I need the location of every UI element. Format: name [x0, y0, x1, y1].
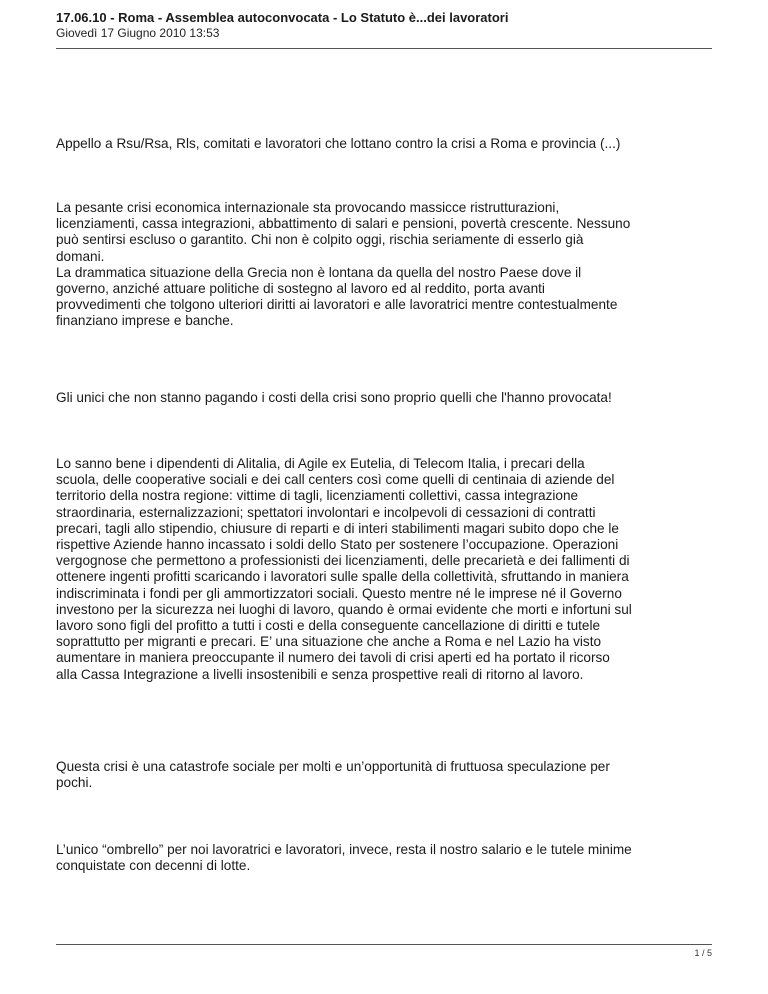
text-line: conquistate con decenni di lotte.	[56, 858, 251, 874]
text-line: domani.	[56, 248, 105, 264]
text-line: investono per la sicurezza nei luoghi di lavoro, quando è ormai evidente che morti e infortuni sul	[56, 601, 632, 617]
text-line: precari, tagli allo stipendio, chiusure di reparti e di interi stabilimenti magari subito dopo che le	[56, 520, 619, 536]
footer-divider	[56, 944, 712, 945]
paragraph-3	[56, 390, 712, 406]
document-title: 17.06.10 - Roma - Assemblea autoconvocata - Lo Statuto è...dei lavoratori	[56, 10, 509, 25]
text-line: scuola, delle cooperative sociali e dei call centers così come quelli di centinaia di aziende del	[56, 472, 615, 488]
paragraph-2	[56, 200, 712, 330]
text-line: indiscriminata i fondi per gli ammortizzatori sociali. Questo mentre né le imprese né il Governo	[56, 585, 622, 601]
text-line: Gli unici che non stanno pagando i costi della crisi sono proprio quelli che l'hanno provocata!	[56, 390, 612, 405]
paragraph-4	[56, 456, 712, 683]
paragraph-6	[56, 842, 712, 874]
text-line: Lo sanno bene i dipendenti di Alitalia, di Agile ex Eutelia, di Telecom Italia, i precari della	[56, 456, 585, 471]
text-line: governo, anziché attuare politiche di sostegno al lavoro ed al reddito, porta avanti	[56, 281, 545, 297]
text-line: provvedimenti che tolgono ulteriori diritti ai lavoratori e alle lavoratrici mentre contestualmente	[56, 297, 618, 313]
text-line: La drammatica situazione della Grecia non è lontana da quella del nostro Paese dove il	[56, 264, 582, 280]
paragraph-1	[56, 136, 712, 152]
page-number: 1 / 5	[694, 948, 712, 958]
text-line: licenziamenti, cassa integrazioni, abbattimento di salari e pensioni, povertà crescente. Nessuno	[56, 216, 631, 232]
text-line: alla Cassa Integrazione a livelli insostenibili e senza prospettive reali di ritorno al lavoro.	[56, 666, 584, 682]
text-line: vergognose che permettono a professionisti dei licenziamenti, delle precarietà e dei fallimenti di	[56, 553, 630, 569]
text-line: ottenere ingenti profitti scaricando i lavoratori sulle spalle della collettività, sfruttando in maniera	[56, 569, 629, 585]
header-divider	[56, 48, 712, 49]
text-line: lavoro sono figli del profitto a tutti i costi e della conseguente cancellazione di diritti e tutele	[56, 618, 601, 634]
document-date: Giovedì 17 Giugno 2010 13:53	[56, 26, 220, 40]
paragraph-5	[56, 759, 712, 791]
text-line: La pesante crisi economica internazionale sta provocando massicce ristrutturazioni,	[56, 200, 560, 215]
document-header	[56, 10, 712, 41]
text-line: può sentirsi escluso o garantito. Chi non è colpito oggi, rischia seriamente di esserlo già	[56, 232, 584, 248]
text-line: finanziano imprese e banche.	[56, 313, 234, 329]
text-line: pochi.	[56, 775, 93, 791]
text-line: soprattutto per migranti e precari. E’ una situazione che anche a Roma e nel Lazio ha visto	[56, 634, 602, 650]
text-line: L’unico “ombrello” per noi lavoratrici e lavoratori, invece, resta il nostro salario e le tutele minime	[56, 842, 632, 857]
text-line: aumentare in maniera preoccupante il numero dei tavoli di crisi aperti ed ha portato il ricorso	[56, 650, 610, 666]
text-line: territorio della nostra regione: vittime di tagli, licenziamenti collettivi, cassa integrazione	[56, 488, 579, 504]
text-line: rispettive Aziende hanno incassato i soldi dello Stato per sostenere l’occupazione. Operazioni	[56, 537, 619, 553]
text-line: Questa crisi è una catastrofe sociale per molti e un’opportunità di fruttuosa speculazione per	[56, 759, 610, 774]
text-line: Appello a Rsu/Rsa, Rls, comitati e lavoratori che lottano contro la crisi a Roma e provincia (...)	[56, 136, 621, 151]
text-line: straordinaria, esternalizzazioni; spettatori involontari e incolpevoli di cessazioni di contratti	[56, 504, 596, 520]
